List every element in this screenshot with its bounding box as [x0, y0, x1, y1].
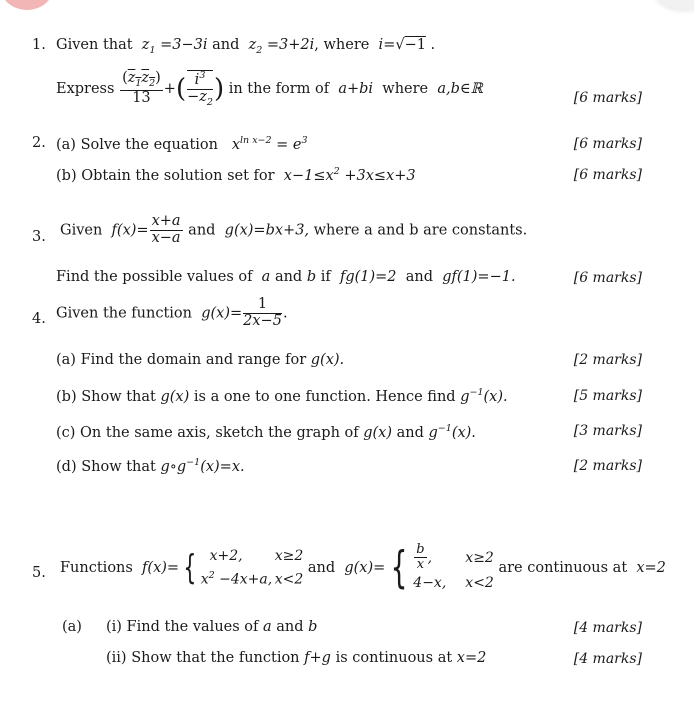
q2b-text: (b) Obtain the solution set for $x-1\le x^2 +3x\le x+3$: [56, 166, 416, 184]
q5-g-piecewise: $\frac{b}{x}$ , x≥2 4−x, x<2: [413, 542, 494, 591]
q5a-i-marks: [4 marks]: [573, 620, 642, 636]
q5a-label: (a): [62, 619, 82, 635]
q1-marks: [6 marks]: [573, 90, 642, 106]
q4b-text: (b) Show that g(x) is a one to one function. Hence find $g^{-1}(x)$.: [56, 387, 508, 405]
q4b-marks: [5 marks]: [573, 388, 642, 404]
q3-statement: Given f(x)= $\frac{x+a}{x-a}$ and g(x)=bx+3, where a and b are constants.: [60, 213, 528, 246]
q2a-text: (a) Solve the equation $x^{ln x-2} = e^3$: [56, 135, 308, 153]
q4a-marks: [2 marks]: [573, 352, 642, 368]
q5a-ii-text: (ii) Show that the function f+g is continuous at x=2: [106, 650, 487, 666]
q1-statement: Given that $z_1 =3-3i$ and $z_2 =3+2i$, where i=√−1 .: [56, 37, 436, 56]
q1-number: 1.: [32, 37, 46, 53]
q2-number: 2.: [32, 135, 46, 151]
q5-f-piecewise: x+2, x≥2 $x^2 -4x+a$, x<2: [200, 547, 304, 588]
q4c-marks: [3 marks]: [573, 423, 642, 439]
q3-number: 3.: [32, 229, 46, 245]
q4a-text: (a) Find the domain and range for g(x).: [56, 352, 345, 368]
q1-fraction-1: $\frac{(z_1z_2)}{13}$: [122, 70, 161, 106]
q4-statement: Given the function g(x)= $\frac{1}{2x-5}$ .: [56, 296, 288, 329]
q1-express-line: Express $\frac{(z_1z_2)}{13}$ +( $\frac{i^3}{-z_2}$ ) in the form of a+bi where a,b∈ℝ: [56, 70, 483, 108]
q3-line2: Find the possible values of a and b if fg(1)=2 and gf(1)=−1.: [56, 269, 516, 285]
q3-fraction: $\frac{x+a}{x-a}$: [151, 213, 181, 246]
q2b-marks: [6 marks]: [573, 167, 642, 183]
q5-statement: Functions f(x)= { x+2, x≥2 $x^2 -4x+a$, x<2 and g(x)= { $\frac{b}{x}$ , x≥2 4−x, x<2 are continuous at x=2: [60, 541, 666, 593]
q4d-text: (d) Show that $g\circ g^{-1}(x)=x$.: [56, 457, 245, 475]
q5a-ii-marks: [4 marks]: [573, 651, 642, 667]
q2a-marks: [6 marks]: [573, 136, 642, 152]
q4c-text: (c) On the same axis, sketch the graph of g(x) and $g^{-1}(x)$.: [56, 423, 476, 441]
q3-marks: [6 marks]: [573, 270, 642, 286]
q4d-marks: [2 marks]: [573, 458, 642, 474]
q5a-i-text: (i) Find the values of a and b: [106, 619, 318, 635]
q5-number: 5.: [32, 565, 46, 581]
q1-fraction-2: $\frac{i^3}{-z_2}$: [187, 70, 213, 108]
corner-decoration-left: [0, 0, 54, 10]
q4-fraction: $\frac{1}{2x-5}$: [243, 296, 282, 329]
q4-number: 4.: [32, 311, 46, 327]
corner-decoration-right: [654, 0, 694, 10]
